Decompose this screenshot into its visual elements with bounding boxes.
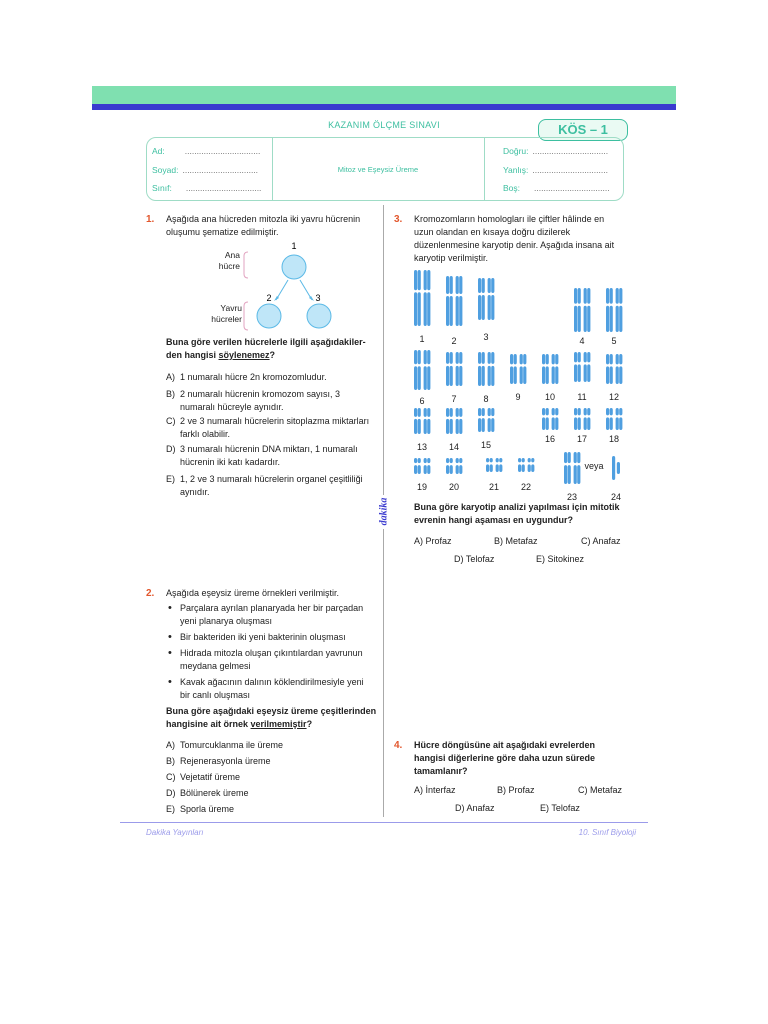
field-name: Ad: ................................ — [152, 146, 261, 156]
q1-text: Aşağıda ana hücreden mitozla iki yavru hücrenin oluşumu şematize edilmiştir. — [166, 214, 361, 237]
karyotype-label-11: 11 — [577, 392, 587, 402]
q3-number: 3. — [394, 214, 403, 225]
karyotype-label-8: 8 — [483, 394, 489, 404]
chromosome-pair-1 — [414, 270, 430, 326]
karyotype-label-9: 9 — [515, 392, 521, 402]
chromosome-pair-24 — [612, 456, 620, 480]
karyotype-label-14: 14 — [448, 442, 460, 452]
field-surname: Soyad: ................................ — [152, 165, 259, 175]
karyotype-label-10: 10 — [544, 392, 556, 402]
ana-label-1: Ana — [224, 250, 240, 260]
field-class: Sınıf: ................................ — [152, 183, 262, 193]
karyotype-label-24: 24 — [610, 492, 622, 500]
field-correct: Doğru: ................................ — [503, 146, 609, 156]
karyotype-label-3: 3 — [483, 332, 489, 342]
cell-1-number: 1 — [291, 241, 297, 251]
karyotype-veya-label: veya — [584, 461, 604, 471]
chromosome-pair-3 — [478, 278, 494, 320]
karyotype-figure — [400, 266, 630, 500]
q3-option-c[interactable]: C) Anafaz — [581, 536, 621, 546]
exam-topic: Mitoz ve Eşeysiz Üreme — [337, 165, 419, 174]
chromosome-pair-12 — [606, 354, 622, 384]
q4-prompt: Hücre döngüsüne ait aşağıdaki evrelerden hangisi diğerlerine göre daha uzun sürede tamamlanır? — [414, 740, 596, 776]
karyotype-label-5: 5 — [611, 336, 617, 346]
karyotype-label-16: 16 — [544, 434, 556, 444]
chromosome-pair-6 — [414, 350, 430, 390]
q3-option-a[interactable]: A) Profaz — [414, 536, 452, 546]
list-item: • Bir bakteriden iki yeni bakterinin oluşması — [166, 631, 376, 644]
chromosome-pair-4 — [574, 288, 590, 332]
chromosome-pair-11 — [574, 352, 590, 382]
karyotype-label-13: 13 — [416, 442, 428, 452]
karyotype-label-6: 6 — [419, 396, 425, 406]
header-band-blue — [92, 104, 676, 110]
q4-option-b[interactable]: B) Profaz — [497, 785, 535, 795]
q2-number: 2. — [146, 588, 155, 599]
yavru-bracket — [244, 302, 248, 330]
list-item: • Parçalara ayrılan planaryada her bir parçadan yeni planarya oluşması — [166, 602, 376, 628]
chromosome-pair-5 — [606, 288, 622, 332]
cell-3-number: 3 — [315, 293, 321, 303]
karyotype-label-2: 2 — [451, 336, 457, 346]
footer-publisher: Dakika Yayınları — [146, 828, 204, 837]
cell-2-number: 2 — [266, 293, 272, 303]
q4-option-e[interactable]: E) Telofaz — [540, 803, 580, 813]
karyotype-label-15: 15 — [480, 440, 492, 450]
karyotype-label-1: 1 — [419, 334, 425, 344]
q3-option-b[interactable]: B) Metafaz — [494, 536, 538, 546]
exam-code-badge: KÖS – 1 — [538, 119, 628, 141]
q1-number: 1. — [146, 214, 155, 225]
chromosome-pair-16 — [542, 408, 558, 430]
ana-bracket — [244, 252, 248, 278]
mitosis-diagram — [196, 238, 356, 334]
cell-3 — [307, 304, 331, 328]
q2-text: Aşağıda eşeysiz üreme örnekleri verilmiştir. — [166, 588, 340, 598]
karyotype-label-18: 18 — [608, 434, 620, 444]
q4-option-a[interactable]: A) İnterfaz — [414, 785, 456, 795]
ana-label-2: hücre — [218, 261, 240, 271]
exam-title: KAZANIM ÖLÇME SINAVI — [328, 120, 440, 130]
chromosome-pair-19 — [414, 458, 430, 474]
cell-1 — [282, 255, 306, 279]
karyotype-label-23: 23 — [566, 492, 578, 500]
q3-option-d[interactable]: D) Telofaz — [454, 554, 495, 564]
q4-option-d[interactable]: D) Anafaz — [455, 803, 495, 813]
q3-text: Kromozomların homologları ile çiftler hâlinde en uzun olandan en kısaya doğru dizilerek düzenlenmesine karyotip denir. Aşağıda insana ait karyotip verilmiştir. — [414, 214, 615, 263]
chromosome-pair-8 — [478, 352, 494, 386]
field-wrong: Yanlış: ................................ — [503, 165, 608, 175]
chromosome-pair-17 — [574, 408, 590, 430]
chromosome-pair-15 — [478, 408, 494, 432]
cell-2 — [257, 304, 281, 328]
q2-example-list — [166, 602, 376, 705]
q4-number: 4. — [394, 740, 403, 751]
chromosome-pair-10 — [542, 354, 558, 384]
list-item: • Hidrada mitozla oluşan çıkıntılardan yavrunun meydana gelmesi — [166, 647, 376, 673]
info-divider-right — [484, 138, 485, 200]
q3-option-e[interactable]: E) Sitokinez — [536, 554, 585, 564]
chromosome-pair-18 — [606, 408, 622, 430]
list-item: • Kavak ağacının dalının köklendirilmesiyle yeni bir canlı oluşması — [166, 676, 376, 702]
chromosome-pair-2 — [446, 276, 462, 326]
karyotype-label-17: 17 — [576, 434, 588, 444]
chromosome-pair-7 — [446, 352, 462, 386]
chromosome-pair-21 — [486, 458, 502, 472]
footer-course: 10. Sınıf Biyoloji — [578, 828, 636, 837]
yavru-label-2: hücreler — [211, 314, 242, 324]
karyotype-label-4: 4 — [579, 336, 585, 346]
karyotype-label-12: 12 — [608, 392, 620, 402]
karyotype-label-22: 22 — [520, 482, 532, 492]
karyotype-label-7: 7 — [451, 394, 457, 404]
q1-prompt: Buna göre verilen hücrelerle ilgili aşağıdakiler-den hangisi söylenemez? — [166, 337, 366, 360]
q4-option-c[interactable]: C) Metafaz — [578, 785, 623, 795]
chromosome-pair-13 — [414, 408, 430, 434]
chromosome-pair-23 — [564, 452, 580, 484]
q3-prompt: Buna göre karyotip analizi yapılması için mitotik evrenin hangi aşaması en uygundur? — [414, 502, 620, 525]
field-blank: Boş: ................................ — [503, 183, 610, 193]
side-brand-logo: dakika — [377, 495, 391, 529]
header-band-green — [92, 86, 676, 104]
karyotype-label-21: 21 — [488, 482, 500, 492]
chromosome-pair-9 — [510, 354, 526, 384]
q2-prompt: Buna göre aşağıdaki eşeysiz üreme çeşitlerinden hangisine ait örnek verilmemiştir? — [166, 706, 377, 729]
chromosome-pair-20 — [446, 458, 462, 474]
karyotype-label-20: 20 — [448, 482, 460, 492]
footer-divider — [120, 822, 648, 823]
chromosome-pair-22 — [518, 458, 534, 472]
karyotype-label-19: 19 — [416, 482, 428, 492]
yavru-label-1: Yavru — [220, 303, 242, 313]
chromosome-pair-14 — [446, 408, 462, 434]
